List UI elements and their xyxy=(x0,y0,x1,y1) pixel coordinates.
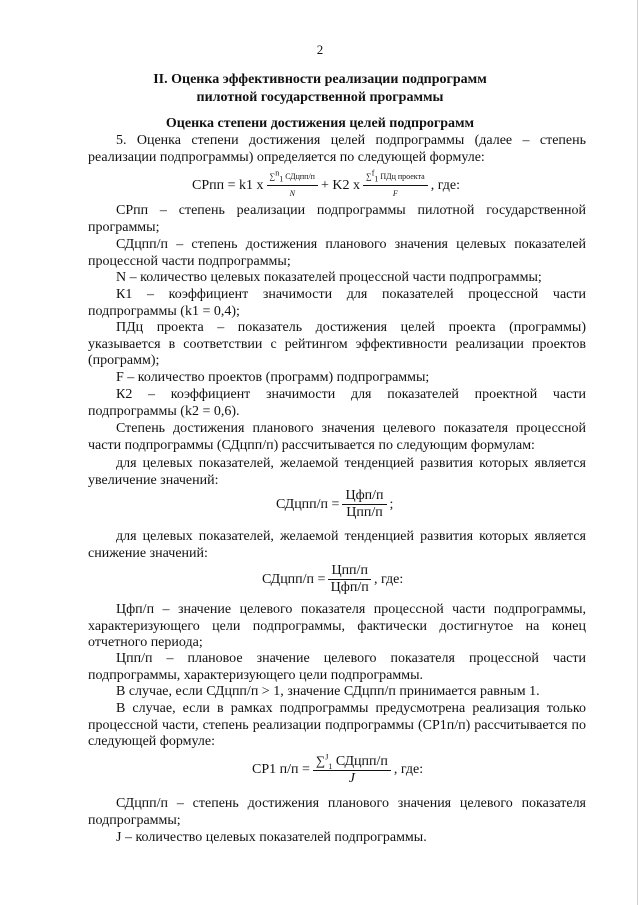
definition-n: N – количество целевых показателей процессной части подпрограммы; xyxy=(116,270,542,285)
fraction-numerator: ПДц проекта xyxy=(380,172,425,181)
fraction-denominator: N xyxy=(289,189,295,198)
fraction-numerator: Цпп/п xyxy=(328,564,370,580)
subsection-heading: Оценка степени достижения целей подпрограмм xyxy=(165,116,475,131)
formula-tail: , где: xyxy=(393,762,424,777)
definition-cf: Цфп/п – значение целевого показателя процессной части подпрограммы, характеризующего цели подпрограммы, фактически достигнутое на конец отчетного периода; xyxy=(88,602,586,650)
definition-k2: К2 – коэффициент значимости для показателей проектной части подпрограммы (k2 = 0,6). xyxy=(88,387,586,419)
sum-sign: ∑ xyxy=(365,172,372,181)
formula-decrease xyxy=(262,564,403,595)
formula-tail: ; xyxy=(389,496,394,512)
paragraph-sd-calc: Степень достижения планового значения целевого показателя процессной части подпрограммы (СДцпп/п) рассчитывается по следующим формулам: xyxy=(88,421,586,453)
formula-sr1 xyxy=(252,754,423,786)
paragraph-sr1: В случае, если в рамках подпрограммы предусмотрена реализация только процессной части, степень реализации подпрограммы (СР1п/п) рассчитывается по следующей формуле: xyxy=(88,701,586,749)
formula-lhs: СР1 п/п = xyxy=(252,762,310,777)
formula-tail: , где: xyxy=(430,177,461,193)
formula-sr-pp xyxy=(192,170,460,201)
fraction-numerator: Цфп/п xyxy=(342,489,386,505)
formula-tail: , где: xyxy=(373,571,404,587)
definition-sd-cpp-2: СДцпп/п – степень достижения планового значения целевого показателя подпрограммы; xyxy=(88,796,586,828)
fraction-process: $\frac{\sum^n_1 СДцпп/п}{N}$ xyxy=(267,170,318,201)
section-heading xyxy=(0,71,640,107)
fraction-project: $\frac{\sum^f_1 ПДц проекта}{F}$ xyxy=(363,170,428,201)
paragraph-decrease: для целевых показателей, желаемой тенденцией развития которых является снижение значений: xyxy=(88,529,586,561)
fraction-denominator: Цфп/п xyxy=(330,580,369,595)
fraction-numerator: СДцпп/п xyxy=(335,754,388,769)
fraction-denominator: F xyxy=(392,189,398,198)
paragraph-increase: для целевых показателей, желаемой тенденцией развития которых является увеличение значений: xyxy=(88,456,586,488)
paragraph-5: 5. Оценка степени достижения целей подпрограммы (далее – степень реализации подпрограммы) определяется по следующей формуле: xyxy=(88,133,586,165)
formula-lhs: СДцпп/п = xyxy=(262,571,326,587)
section-heading-line-2: пилотной государственной программы xyxy=(196,90,444,105)
formula-increase xyxy=(276,489,393,520)
definition-j: J – количество целевых показателей подпрограммы. xyxy=(116,830,427,845)
definition-pdc: ПДц проекта – показатель достижения целей проекта (программы) указывается в соответствии с рейтингом эффективности реализации проектов (программ); xyxy=(88,320,586,368)
page-number: 2 xyxy=(316,42,324,57)
formula-k2: + K2 x xyxy=(320,177,360,193)
page-edge-line xyxy=(637,0,638,905)
formula-lhs: СРпп xyxy=(192,177,225,193)
definition-cp: Цпп/п – плановое значение целевого показателя процессной части подпрограммы, характеризующего цели подпрограммы. xyxy=(88,651,586,683)
fraction-sr1: $\frac{\sum^J_1 СДцпп/п}{J}$ xyxy=(313,754,391,786)
fraction-denominator: J xyxy=(348,771,355,786)
definition-f: F – количество проектов (программ) подпрограммы; xyxy=(116,370,430,385)
paragraph-cap: В случае, если СДцпп/п > 1, значение СДцпп/п принимается равным 1. xyxy=(116,684,540,699)
section-heading-line-1: II. Оценка эффективности реализации подпрограмм xyxy=(153,72,487,87)
fraction-denominator: Цпп/п xyxy=(346,505,383,520)
definition-k1: К1 – коэффициент значимости для показателей процессной части подпрограммы (k1 = 0,4); xyxy=(88,287,586,319)
definition-sr-pp: СРпп – степень реализации подпрограммы пилотной государственной программы; xyxy=(88,203,586,235)
definition-sd-cpp: СДцпп/п – степень достижения планового значения целевых показателей процессной части подпрограммы; xyxy=(88,237,586,269)
formula-k1: = k1 x xyxy=(227,177,264,193)
fraction-decrease xyxy=(328,564,370,595)
sum-sign: ∑ xyxy=(315,753,326,768)
sum-sign: ∑ xyxy=(269,172,276,181)
fraction-numerator: СДцпп/п xyxy=(285,172,315,181)
formula-lhs: СДцпп/п = xyxy=(276,496,340,512)
fraction-increase xyxy=(342,489,386,520)
